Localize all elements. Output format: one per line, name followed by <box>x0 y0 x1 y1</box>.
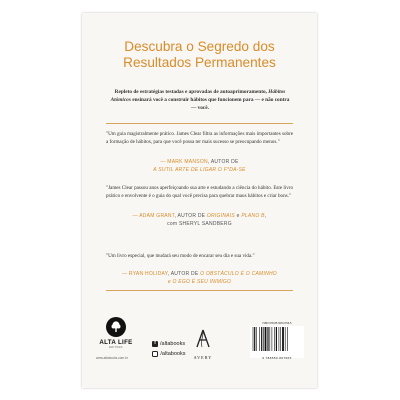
quote-book: PLANO B <box>241 213 265 219</box>
barcode-stripe <box>261 327 262 351</box>
publisher-website: www.altabooks.com.br <box>96 356 128 360</box>
quote-book: ORIGINAIS <box>206 213 235 219</box>
quote-coauthor: com SHERYL SANDBERG <box>167 221 232 227</box>
isbn-label: ISBN 978-85-508-0766-5 <box>262 322 292 325</box>
intro-book-title: Hábitos Atômicos <box>110 89 286 104</box>
quote-book: A SUTIL ARTE DE LIGAR O F*DA-SE <box>153 167 246 173</box>
quote-conjunction: e <box>235 213 242 219</box>
facebook-link <box>152 341 185 347</box>
instagram-icon <box>152 351 158 357</box>
publisher-logo <box>96 317 136 349</box>
quote-book: O OBSTÁCULO É O CAMINHO <box>200 271 277 277</box>
barcode-stripe <box>272 327 273 351</box>
divider-bottom <box>106 290 293 291</box>
facebook-icon: f <box>152 341 158 347</box>
barcode-stripe <box>285 327 286 351</box>
intro-part-1: Repleto de estratégias testadas e aprovadas de autoaprimoramento, <box>114 89 269 95</box>
barcode-stripe <box>256 327 257 351</box>
quote-text: "James Clear passou anos aperfeiçoando sua arte e estudando a ciência do hábito. Este livro prático e envolvente é o guia do qual você precisa para quebrar maus hábitos e criar bons." <box>106 185 293 199</box>
quote-manson <box>106 131 293 146</box>
barcode-stripe <box>265 327 267 351</box>
quote-holiday <box>106 253 293 261</box>
quote-attribution <box>106 159 293 167</box>
barcode-stripe <box>282 327 284 351</box>
book-back-cover <box>82 13 317 388</box>
barcode-stripe <box>267 327 268 351</box>
barcode-stripe <box>280 327 281 351</box>
instagram-handle: /altabooks <box>160 351 186 358</box>
quote-attribution-book <box>106 279 293 287</box>
barcode-stripe <box>259 327 260 351</box>
barcode-stripe <box>279 327 280 351</box>
barcode-stripe <box>287 327 288 351</box>
divider-top <box>106 123 293 124</box>
barcode-stripe <box>270 327 271 351</box>
quote-attribution-coauthor <box>106 221 293 229</box>
quote-author: — ADAM GRANT <box>132 213 175 219</box>
quote-author-title: , AUTOR DE <box>207 159 239 165</box>
instagram-link <box>152 351 185 357</box>
publisher-logo-text: ALTA LIFE <box>99 339 133 346</box>
quote-attribution <box>106 213 293 221</box>
imprint-logo <box>188 329 218 360</box>
barcode-stripe <box>253 327 254 351</box>
barcode-stripe <box>274 327 275 351</box>
quote-text: "Um livro especial, que mudará seu modo de encarar seu dia e sua vida." <box>106 253 255 259</box>
facebook-handle: /altabooks <box>160 341 186 347</box>
avery-a-logo-icon <box>195 329 211 349</box>
quote-attribution <box>106 271 293 279</box>
quote-author-title: , AUTOR DE <box>167 271 201 277</box>
quote-book: e O EGO É SEU INIMIGO <box>167 279 232 285</box>
quote-grant <box>106 185 293 200</box>
intro-part-2: ensinará você a construir hábitos que funcionem para — e não contra — você. <box>130 97 290 112</box>
imprint-name: AVERY <box>193 355 213 360</box>
quote-attribution-book <box>106 167 293 175</box>
quote-author-title: , <box>264 213 267 219</box>
barcode-stripe <box>263 327 264 351</box>
barcode <box>250 322 304 358</box>
headline-line-2: Resultados Permanentes <box>123 55 276 70</box>
barcode-stripe <box>254 327 255 351</box>
quote-author: — RYAN HOLIDAY <box>122 271 168 277</box>
barcode-bars <box>250 326 304 358</box>
quote-author: — MARK MANSON <box>160 159 208 165</box>
quote-text: "Um guia magistralmente prático. James Clear filtra as informações mais importantes sobre a formação de hábitos, para que você possa ter mais sucesso se preocupando menos." <box>106 131 293 145</box>
barcode-digits: 9 788550 807665 <box>262 356 292 360</box>
publisher-logo-sub: EDITORA <box>109 346 123 349</box>
alta-life-tree-logo-icon <box>106 317 126 337</box>
barcode-stripe <box>276 327 277 351</box>
headline-line-1: Descubra o Segredo dos <box>124 39 275 54</box>
intro-paragraph <box>109 88 291 113</box>
quote-author-title: , AUTOR DE <box>174 213 207 219</box>
